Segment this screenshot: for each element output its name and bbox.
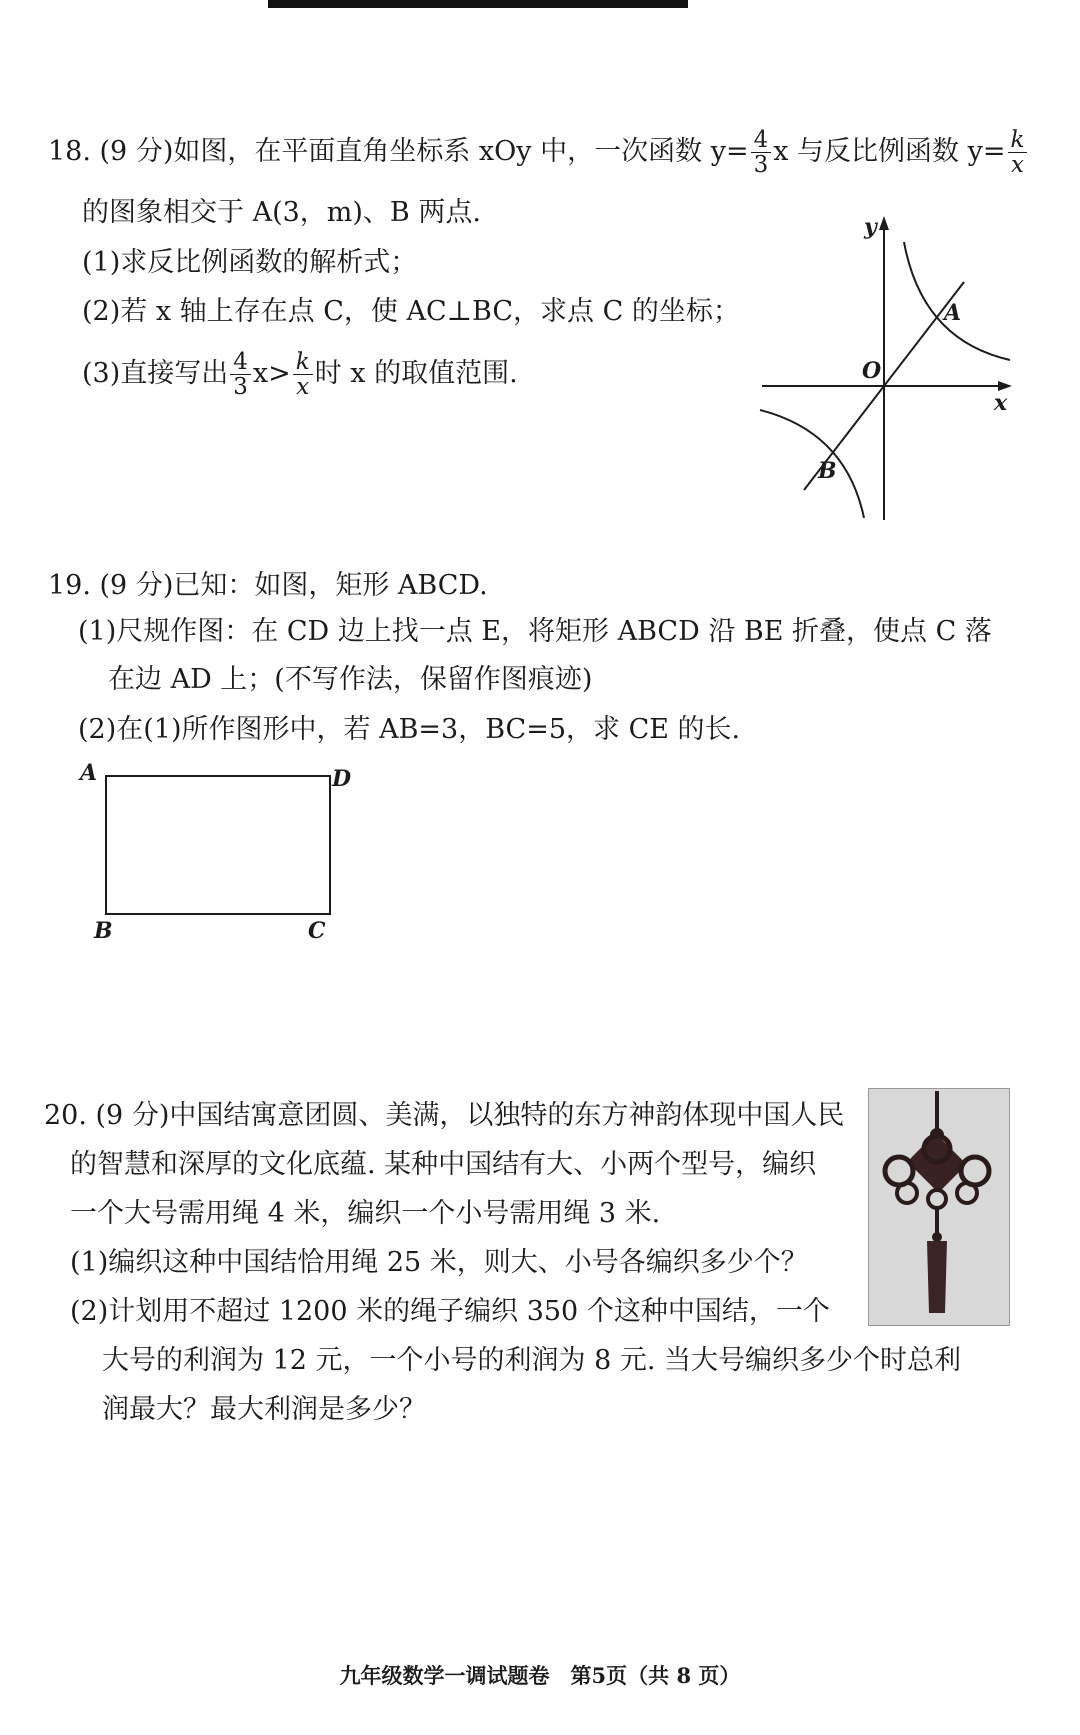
q20-part2-line2: 大号的利润为 12 元，一个小号的利润为 8 元. 当大号编织多少个时总利	[102, 1345, 962, 1376]
rectangle	[106, 776, 330, 914]
q18-part2: (2)若 x 轴上存在点 C，使 AC⊥BC，求点 C 的坐标；	[82, 296, 740, 327]
chinese-knot-photo	[868, 1088, 1010, 1326]
origin-label: O	[862, 358, 882, 384]
point-a-label: A	[944, 300, 962, 326]
q19-part2: (2)在(1)所作图形中，若 AB=3，BC=5，求 CE 的长.	[78, 714, 741, 745]
q18-fraction-k-x: $\frac{k}{x}$	[1008, 128, 1028, 177]
x-axis-label: x	[994, 390, 1008, 416]
page-footer: 九年级数学一调试题卷 第5页（共 8 页）	[339, 1663, 741, 1688]
q20-part1: (1)编织这种中国结恰用绳 25 米，则大、小号各编织多少个？	[70, 1247, 808, 1278]
q18-part3-fraction-k-x: $\frac{k}{x}$	[293, 350, 313, 399]
q19-rectangle-abcd	[74, 760, 364, 940]
q18-line1	[48, 128, 1029, 177]
q18-part3-fraction-4-3: $\frac{4}{3}$	[230, 350, 251, 399]
q20-line1: 20. (9 分)中国结寓意团圆、美满，以独特的东方神韵体现中国人民	[44, 1100, 845, 1131]
q18-part3: (3)直接写出 $\frac{4}{3}$ x> $\frac{k}{x}$ 时 x 的取值范围.	[82, 349, 518, 400]
q18-mid: x 与反比例函数 y=	[773, 136, 1006, 167]
hyperbola-branch-third-quadrant	[760, 410, 864, 518]
vertex-a-label: A	[80, 760, 98, 786]
vertex-d-label: D	[332, 766, 352, 792]
q19-head: 19. (9 分)已知：如图，矩形 ABCD.	[48, 570, 488, 601]
q20-part2-line3: 润最大？最大利润是多少？	[102, 1394, 426, 1425]
point-b-label: B	[818, 458, 837, 484]
vertex-c-label: C	[308, 918, 326, 940]
q19-part1-line2: 在边 AD 上；(不写作法，保留作图痕迹)	[108, 664, 593, 695]
q18-head: 18. (9 分)如图，在平面直角坐标系 xOy 中，一次函数 y=	[48, 136, 749, 167]
q20-part2-line1: (2)计划用不超过 1200 米的绳子编织 350 个这种中国结，一个	[70, 1296, 830, 1327]
q20-line2: 的智慧和深厚的文化底蕴. 某种中国结有大、小两个型号，编织	[70, 1149, 817, 1180]
y-axis-label: y	[864, 214, 877, 240]
q18-fraction-4-3: $\frac{4}{3}$	[751, 128, 772, 177]
q19-part1-line1: (1)尺规作图：在 CD 边上找一点 E，将矩形 ABCD 沿 BE 折叠，使点 C 落	[78, 616, 992, 647]
y-axis-arrow	[879, 216, 889, 230]
q18-coordinate-graph	[756, 210, 1018, 530]
q18-part1: (1)求反比例函数的解析式；	[82, 247, 418, 278]
top-edge-bar	[268, 0, 688, 8]
chinese-knot-image	[869, 1089, 1009, 1325]
q20-line3: 一个大号需用绳 4 米，编织一个小号需用绳 3 米.	[70, 1198, 661, 1229]
q18-line2: 的图象相交于 A(3，m)、B 两点.	[82, 197, 481, 228]
vertex-b-label: B	[94, 918, 113, 940]
